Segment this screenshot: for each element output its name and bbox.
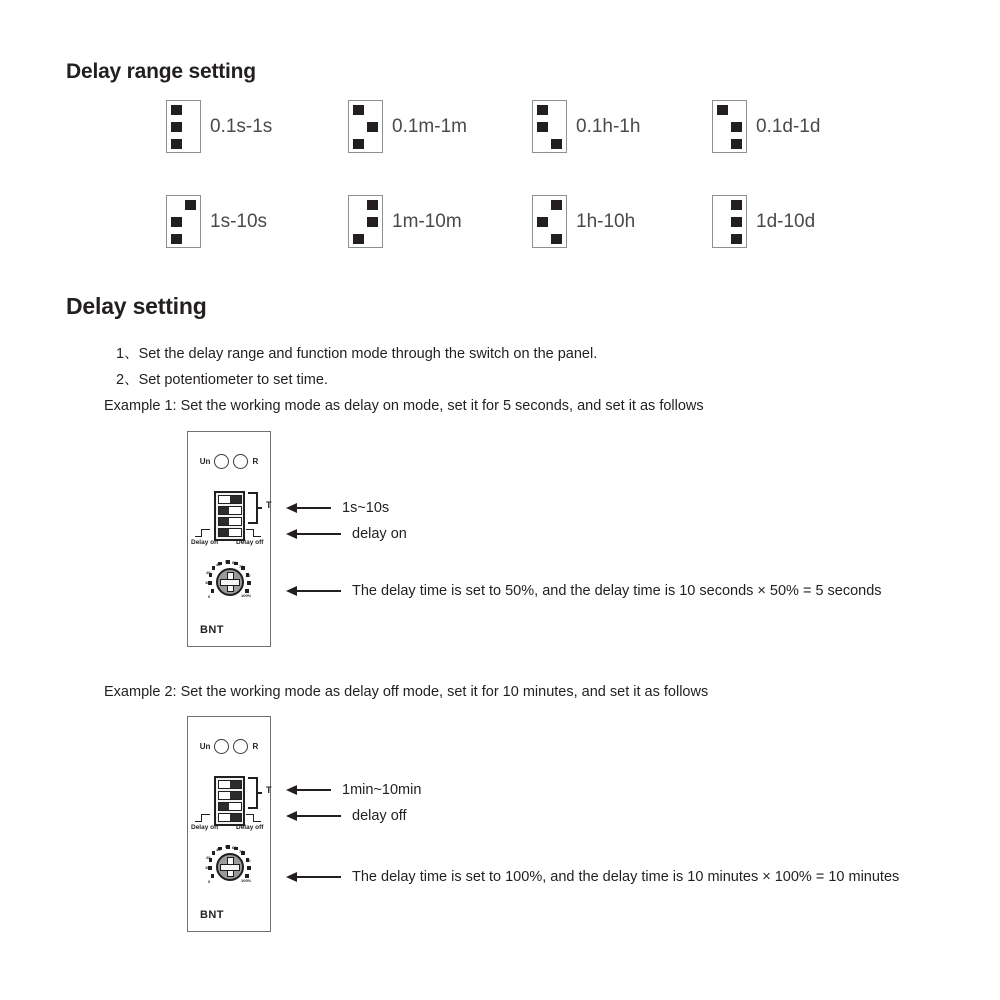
delay-range-label: 1h-10h <box>576 210 636 232</box>
dip-switch-diagram <box>166 195 201 248</box>
instruction-step-1: 1、Set the delay range and function mode through the switch on the panel. <box>116 346 598 362</box>
dip-dot <box>171 139 182 149</box>
dip-dot <box>551 139 562 149</box>
dip-switch-row-1[interactable] <box>218 780 242 790</box>
led-un-icon <box>214 739 229 754</box>
dip-switch-diagram <box>348 100 383 153</box>
dip-switch-row-3[interactable] <box>218 517 242 527</box>
dip-switch-diagram <box>532 195 567 248</box>
dip-switch-row-3[interactable] <box>218 802 242 812</box>
time-range-bracket-icon <box>248 777 266 809</box>
dip-dot <box>367 200 378 210</box>
switch-caption-delay-off: Delay off <box>236 824 264 831</box>
device-panel-example-2 <box>187 716 271 932</box>
led-un-icon <box>214 454 229 469</box>
dip-switch-knob[interactable] <box>230 814 240 822</box>
annotation-time-example-1 <box>286 583 882 599</box>
dip-dot <box>551 234 562 244</box>
delay-range-row <box>0 100 1000 195</box>
delay-range-grid <box>0 100 1000 290</box>
delay-range-section-title: Delay range setting <box>66 60 256 83</box>
led-r-icon <box>233 739 248 754</box>
dip-dot <box>353 105 364 115</box>
dip-dot <box>353 234 364 244</box>
dip-switch-diagram <box>712 195 747 248</box>
potentiometer-dial[interactable]: 0 10 20 40 50 60 70 80 100% <box>205 559 252 599</box>
delay-setting-section-title: Delay setting <box>66 293 207 319</box>
panel-brand-label: BNT <box>200 624 224 636</box>
delay-range-item-4 <box>166 195 267 248</box>
annotation-range-example-2 <box>286 782 421 798</box>
annotation-range-example-1 <box>286 500 389 516</box>
annotation-text: 1min~10min <box>342 782 422 798</box>
delay-range-label: 0.1s-1s <box>210 115 273 137</box>
annotation-text: 1s~10s <box>342 500 390 516</box>
left-arrow-icon <box>286 529 341 539</box>
annotation-text: The delay time is set to 50%, and the delay time is 10 seconds × 50% = 5 seconds <box>352 583 882 599</box>
left-arrow-icon <box>286 811 341 821</box>
dip-switch-diagram <box>348 195 383 248</box>
panel-dip-switch-block[interactable] <box>214 776 245 826</box>
switch-caption-delay-off: Delay off <box>236 539 264 546</box>
rising-step-waveform-icon <box>195 814 210 822</box>
rising-step-waveform-icon <box>195 529 210 537</box>
dip-dot <box>731 217 742 227</box>
dip-dot <box>367 122 378 132</box>
dip-switch-knob[interactable] <box>219 518 229 526</box>
potentiometer-slot-horizontal <box>220 864 240 871</box>
bracket-label-t: T <box>266 785 272 795</box>
dip-switch-row-4[interactable] <box>218 528 242 538</box>
dip-dot <box>551 200 562 210</box>
delay-range-label: 1s-10s <box>210 210 268 232</box>
time-range-bracket-icon <box>248 492 266 524</box>
dip-dot <box>717 105 728 115</box>
left-arrow-icon <box>286 872 341 882</box>
potentiometer-dial[interactable]: 0 10 20 40 50 60 70 80 100% <box>205 844 252 884</box>
dip-switch-diagram <box>532 100 567 153</box>
device-panel-example-1 <box>187 431 271 647</box>
dip-dot <box>731 200 742 210</box>
dip-switch-diagram <box>166 100 201 153</box>
left-arrow-icon <box>286 785 331 795</box>
led-label-r: R <box>252 742 259 751</box>
led-label-un: Un <box>199 742 211 751</box>
dip-dot <box>731 139 742 149</box>
annotation-text: delay off <box>352 808 407 824</box>
dip-dot <box>537 122 548 132</box>
bracket-label-t: T <box>266 500 272 510</box>
annotation-time-example-2 <box>286 869 899 885</box>
dip-dot <box>367 217 378 227</box>
falling-step-waveform-icon <box>246 529 261 537</box>
potentiometer-slot-horizontal <box>220 579 240 586</box>
led-indicator-row <box>188 739 270 754</box>
dip-dot <box>171 105 182 115</box>
dip-switch-knob[interactable] <box>230 781 240 789</box>
dip-switch-knob[interactable] <box>219 507 229 515</box>
switch-caption-delay-on: Delay on <box>191 824 219 831</box>
left-arrow-icon <box>286 586 341 596</box>
delay-range-item-6 <box>532 195 635 248</box>
annotation-text: delay on <box>352 526 407 542</box>
delay-range-row <box>0 195 1000 290</box>
dip-switch-diagram <box>712 100 747 153</box>
dip-dot <box>171 217 182 227</box>
led-r-icon <box>233 454 248 469</box>
delay-range-item-3 <box>712 100 820 153</box>
delay-range-label: 0.1m-1m <box>392 115 467 137</box>
delay-range-label: 0.1d-1d <box>756 115 821 137</box>
dip-dot <box>353 139 364 149</box>
dip-dot <box>537 105 548 115</box>
dip-dot <box>171 122 182 132</box>
example-2-heading: Example 2: Set the working mode as delay off mode, set it for 10 minutes, and set it as follows <box>104 684 709 700</box>
annotation-text: The delay time is set to 100%, and the delay time is 10 minutes × 100% = 10 minutes <box>352 869 900 885</box>
dip-dot <box>171 234 182 244</box>
dip-switch-row-1[interactable] <box>218 495 242 505</box>
example-1-heading: Example 1: Set the working mode as delay on mode, set it for 5 seconds, and set it as follows <box>104 398 704 414</box>
dip-switch-knob[interactable] <box>230 792 240 800</box>
led-indicator-row <box>188 454 270 469</box>
dip-switch-knob[interactable] <box>230 496 240 504</box>
delay-range-item-2 <box>532 100 640 153</box>
falling-step-waveform-icon <box>246 814 261 822</box>
dip-switch-knob[interactable] <box>219 803 229 811</box>
dip-switch-knob[interactable] <box>219 529 229 537</box>
led-label-un: Un <box>199 457 211 466</box>
dip-dot <box>185 200 196 210</box>
panel-brand-label: BNT <box>200 909 224 921</box>
annotation-mode-example-1 <box>286 526 407 542</box>
annotation-mode-example-2 <box>286 808 407 824</box>
delay-range-label: 0.1h-1h <box>576 115 641 137</box>
left-arrow-icon <box>286 503 331 513</box>
delay-range-item-0 <box>166 100 272 153</box>
switch-caption-delay-on: Delay on <box>191 539 219 546</box>
dip-switch-row-2[interactable] <box>218 791 242 801</box>
led-label-r: R <box>252 457 259 466</box>
dip-dot <box>537 217 548 227</box>
dip-switch-row-2[interactable] <box>218 506 242 516</box>
delay-range-item-1 <box>348 100 467 153</box>
dip-switch-row-4[interactable] <box>218 813 242 823</box>
dip-dot <box>731 234 742 244</box>
instruction-step-2: 2、Set potentiometer to set time. <box>116 372 328 388</box>
delay-range-item-7 <box>712 195 815 248</box>
delay-range-label: 1m-10m <box>392 210 462 232</box>
delay-range-item-5 <box>348 195 462 248</box>
panel-dip-switch-block[interactable] <box>214 491 245 541</box>
dip-dot <box>731 122 742 132</box>
delay-range-label: 1d-10d <box>756 210 816 232</box>
